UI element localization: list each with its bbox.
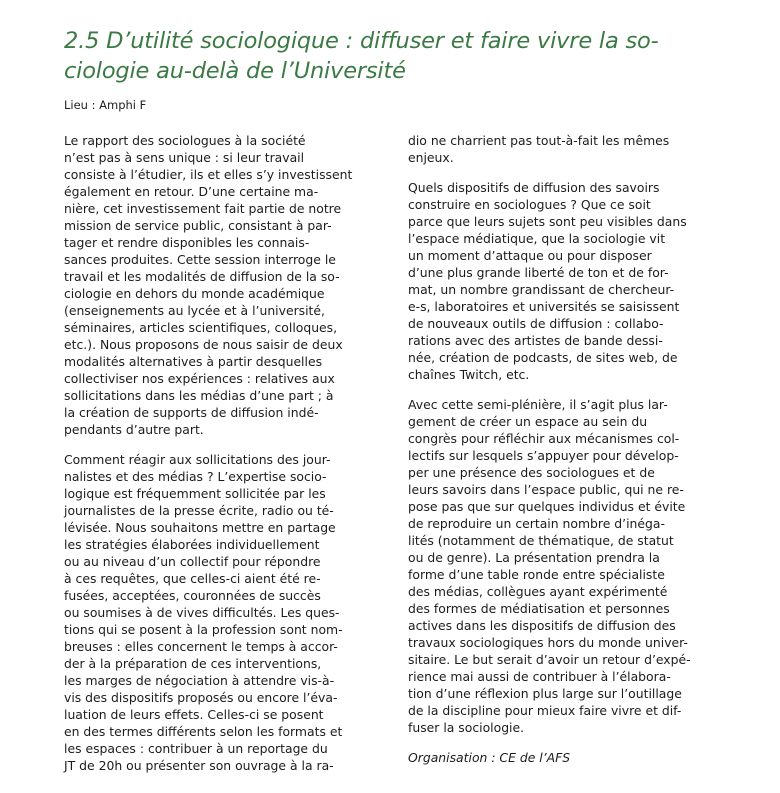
text-line: en des termes différents selon les formats et	[64, 724, 343, 739]
text-line: enjeux.	[408, 150, 454, 165]
text-line: Comment réagir aux sollicitations des jour-	[64, 452, 331, 467]
location-label: Lieu : Amphi F	[64, 98, 147, 112]
text-line: pose pas que sur quelques individus et évite	[408, 499, 686, 514]
text-line: rience mai aussi de contribuer à l’élabora-	[408, 669, 671, 684]
text-line: gement de créer un espace au sein du	[408, 414, 648, 429]
text-line: sitaire. Le but serait d’avoir un retour d’expé-	[408, 652, 691, 667]
paragraph-continuation	[408, 132, 718, 166]
text-line: pendants d’autre part.	[64, 422, 204, 437]
text-line: vis des dispositifs proposés ou encore l’éva-	[64, 690, 338, 705]
text-line: un moment d’attaque ou pour disposer	[408, 248, 652, 263]
text-line: ou au niveau d’un collectif pour répondre	[64, 554, 321, 569]
text-line: tion d’une réflexion plus large sur l’outillage	[408, 686, 682, 701]
text-line: séminaires, articles scientifiques, colloques,	[64, 320, 338, 335]
text-line: Quels dispositifs de diffusion des savoirs	[408, 180, 660, 195]
text-line: ciologie en dehors du monde académique	[64, 286, 325, 301]
paragraph-media-solicitations	[64, 451, 364, 774]
text-line: nalistes et des médias ? L’expertise socio-	[64, 469, 327, 484]
text-line: d’une plus grande liberté de ton et de for-	[408, 265, 669, 280]
text-line: de reproduire un certain nombre d’inéga-	[408, 516, 665, 531]
text-line: dio ne charrient pas tout-à-fait les mêmes	[408, 133, 670, 148]
text-line: mission de service public, consistant à par-	[64, 218, 332, 233]
text-line: tions qui se posent à la profession sont nom-	[64, 622, 343, 637]
text-line: à ces requêtes, que celles-ci aient été re-	[64, 571, 321, 586]
text-line: des médias, collègues ayant expérimenté	[408, 584, 668, 599]
text-line: fuser la sociologie.	[408, 720, 525, 735]
text-line: chaînes Twitch, etc.	[408, 367, 530, 382]
text-line: fusées, acceptées, couronnées de succès	[64, 588, 321, 603]
text-line: de nouveaux outils de diffusion : collabo-	[408, 316, 664, 331]
text-line: tager et rendre disponibles les connais-	[64, 235, 310, 250]
text-line: per une présence des sociologues et de	[408, 465, 655, 480]
text-line: lévisée. Nous souhaitons mettre en partage	[64, 520, 336, 535]
text-line: consiste à l’étudier, ils et elles s’y investissent	[64, 167, 353, 182]
text-line: parce que leurs sujets sont peu visibles dans	[408, 214, 687, 229]
text-line: de la discipline pour mieux faire vivre et dif-	[408, 703, 682, 718]
section-heading-line-2: ciologie au-delà de l’Université	[64, 58, 406, 84]
text-line: travaux sociologiques hors du monde univer-	[408, 635, 688, 650]
text-line: lectifs sur lesquels s’appuyer pour dévelop-	[408, 448, 679, 463]
text-line: actives dans les dispositifs de diffusion des	[408, 618, 676, 633]
text-line: sollicitations dans les médias d’une part ; à	[64, 388, 334, 403]
section-heading	[64, 26, 724, 86]
text-line: der à la préparation de ces interventions,	[64, 656, 322, 671]
paragraph-semi-plenary	[408, 396, 718, 736]
left-column	[64, 132, 364, 774]
text-line: congrès pour réfléchir aux mécanismes col-	[408, 431, 680, 446]
text-line: JT de 20h ou présenter son ouvrage à la ra-	[64, 758, 334, 773]
text-line: (enseignements au lycée et à l’université,	[64, 303, 325, 318]
text-line: ou de genre). La présentation prendra la	[408, 550, 660, 565]
text-line: mat, un nombre grandissant de chercheur-	[408, 282, 675, 297]
text-line: également en retour. D’une certaine ma-	[64, 184, 319, 199]
text-line: des formes de médiatisation et personnes	[408, 601, 670, 616]
text-line: les marges de négociation à attendre vis-à-	[64, 673, 335, 688]
text-line: modalités alternatives à partir desquelles	[64, 354, 323, 369]
text-line: nière, cet investissement fait partie de notre	[64, 201, 342, 216]
text-line: Le rapport des sociologues à la société	[64, 133, 306, 148]
text-line: e-s, laboratoires et universités se saisissent	[408, 299, 680, 314]
text-line: lités (notamment de thématique, de statut	[408, 533, 674, 548]
text-line: sances produites. Cette session interroge le	[64, 252, 336, 267]
text-line: journalistes de la presse écrite, radio ou té-	[64, 503, 334, 518]
text-line: n’est pas à sens unique : si leur travail	[64, 150, 305, 165]
text-line: Avec cette semi-plénière, il s’agit plus lar-	[408, 397, 668, 412]
text-line: luation de leurs effets. Celles-ci se posent	[64, 707, 324, 722]
text-line: les stratégies élaborées individuellement	[64, 537, 320, 552]
text-line: construire en sociologues ? Que ce soit	[408, 197, 651, 212]
paragraph-diffusion-devices	[408, 179, 718, 383]
text-line: la création de supports de diffusion indé-	[64, 405, 319, 420]
text-line: etc.). Nous proposons de nous saisir de deux	[64, 337, 343, 352]
text-line: ou soumises à de vives difficultés. Les ques-	[64, 605, 340, 620]
section-heading-line-1: 2.5 D’utilité sociologique : diffuser et faire vivre la so-	[64, 28, 659, 54]
text-line: travail et les modalités de diffusion de la so-	[64, 269, 340, 284]
text-line: breuses : elles concernent le temps à accor-	[64, 639, 338, 654]
text-line: l’espace médiatique, que la sociologie vit	[408, 231, 666, 246]
text-line: forme d’une table ronde entre spécialiste	[408, 567, 665, 582]
organisation-credit: Organisation : CE de l’AFS	[408, 750, 571, 765]
paragraph-intro	[64, 132, 364, 438]
text-line: les espaces : contribuer à un reportage du	[64, 741, 328, 756]
text-line: collectiviser nos expériences : relatives aux	[64, 371, 335, 386]
right-column	[408, 132, 718, 766]
text-line: née, création de podcasts, de sites web, de	[408, 350, 678, 365]
text-line: rations avec des artistes de bande dessi-	[408, 333, 663, 348]
text-line: leurs savoirs dans l’espace public, qui ne re-	[408, 482, 684, 497]
text-line: logique est fréquemment sollicitée par les	[64, 486, 326, 501]
